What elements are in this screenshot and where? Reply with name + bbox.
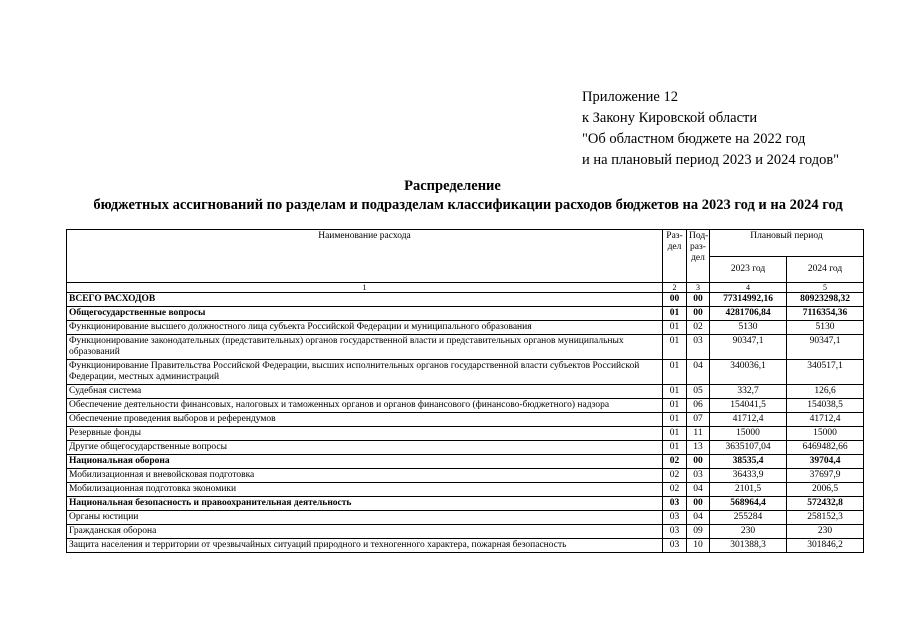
row-razdel: 01 [663, 360, 687, 385]
row-podrazdel: 04 [687, 483, 710, 497]
table-row [67, 427, 864, 441]
row-razdel: 01 [663, 335, 687, 360]
row-value-2023: 332,7 [710, 385, 787, 399]
row-razdel: 02 [663, 483, 687, 497]
row-value-2023: 255284 [710, 511, 787, 525]
row-value-2024: 90347,1 [787, 335, 864, 360]
header-period: Плановый период [710, 230, 864, 257]
row-value-2023: 3635107,04 [710, 441, 787, 455]
row-name: Функционирование высшего должностного лица субъекта Российской Федерации и муниципального образования [67, 321, 663, 335]
row-podrazdel: 06 [687, 399, 710, 413]
row-razdel: 03 [663, 525, 687, 539]
row-podrazdel: 05 [687, 385, 710, 399]
row-value-2024: 80923298,32 [787, 293, 864, 307]
document-subtitle: бюджетных ассигнований по разделам и подразделам классификации расходов бюджетов на 2023 год и на 2024 год [93, 197, 843, 213]
header-name: Наименование расхода [67, 230, 663, 283]
table-row [67, 307, 864, 321]
table-row [67, 385, 864, 399]
row-value-2024: 258152,3 [787, 511, 864, 525]
table-row [67, 511, 864, 525]
row-value-2024: 37697,9 [787, 469, 864, 483]
row-podrazdel: 00 [687, 307, 710, 321]
row-name: Другие общегосударственные вопросы [67, 441, 663, 455]
row-value-2024: 126,6 [787, 385, 864, 399]
table-row [67, 455, 864, 469]
row-value-2023: 340036,1 [710, 360, 787, 385]
row-razdel: 01 [663, 385, 687, 399]
row-value-2024: 41712,4 [787, 413, 864, 427]
row-value-2024: 572432,8 [787, 497, 864, 511]
row-name: Функционирование законодательных (представительных) органов государственной власти и представительных органов муниципальных образований [67, 335, 663, 360]
row-razdel: 01 [663, 427, 687, 441]
row-name: Гражданская оборона [67, 525, 663, 539]
row-value-2023: 301388,3 [710, 539, 787, 553]
row-podrazdel: 04 [687, 360, 710, 385]
appendix-block [582, 87, 839, 171]
row-value-2023: 15000 [710, 427, 787, 441]
appendix-line: Приложение 12 [582, 89, 678, 105]
header-2023: 2023 год [710, 256, 787, 283]
row-name: Мобилизационная и вневойсковая подготовка [67, 469, 663, 483]
row-value-2024: 5130 [787, 321, 864, 335]
row-value-2023: 4281706,84 [710, 307, 787, 321]
row-value-2024: 7116354,36 [787, 307, 864, 321]
row-name: Мобилизационная подготовка экономики [67, 483, 663, 497]
table-body [67, 293, 864, 553]
row-podrazdel: 00 [687, 293, 710, 307]
row-razdel: 01 [663, 399, 687, 413]
table-row [67, 360, 864, 385]
row-value-2024: 2006,5 [787, 483, 864, 497]
row-value-2024: 230 [787, 525, 864, 539]
row-name: Функционирование Правительства Российской Федерации, высших исполнительных органов государственной власти субъектов Российской Федерации, местных администраций [67, 360, 663, 385]
row-razdel: 02 [663, 455, 687, 469]
row-name: Национальная оборона [67, 455, 663, 469]
row-razdel: 01 [663, 441, 687, 455]
row-value-2023: 36433,9 [710, 469, 787, 483]
table-row [67, 321, 864, 335]
column-index: 5 [787, 283, 864, 293]
row-value-2023: 2101,5 [710, 483, 787, 497]
row-name: Обеспечение деятельности финансовых, налоговых и таможенных органов и органов финансового (финансово-бюджетного) надзора [67, 399, 663, 413]
row-podrazdel: 00 [687, 497, 710, 511]
row-value-2024: 340517,1 [787, 360, 864, 385]
row-podrazdel: 13 [687, 441, 710, 455]
row-razdel: 01 [663, 307, 687, 321]
appendix-line: к Закону Кировской области [582, 110, 758, 126]
table-row [67, 525, 864, 539]
header-razdel: Раз-дел [663, 230, 687, 283]
table-row [67, 399, 864, 413]
table-row [67, 539, 864, 553]
row-name: Резервные фонды [67, 427, 663, 441]
row-name: Защита населения и территории от чрезвычайных ситуаций природного и техногенного характера, пожарная безопасность [67, 539, 663, 553]
table-row [67, 483, 864, 497]
row-name: Обеспечение проведения выборов и референдумов [67, 413, 663, 427]
row-value-2023: 568964,4 [710, 497, 787, 511]
appendix-line: "Об областном бюджете на 2022 год [582, 131, 806, 147]
row-name: Общегосударственные вопросы [67, 307, 663, 321]
column-index: 2 [663, 283, 687, 293]
header-2024: 2024 год [787, 256, 864, 283]
row-value-2024: 154038,5 [787, 399, 864, 413]
row-name: Национальная безопасность и правоохранительная деятельность [67, 497, 663, 511]
row-value-2023: 5130 [710, 321, 787, 335]
column-index: 1 [67, 283, 663, 293]
row-value-2023: 38535,4 [710, 455, 787, 469]
row-podrazdel: 03 [687, 335, 710, 360]
row-value-2024: 39704,4 [787, 455, 864, 469]
row-podrazdel: 02 [687, 321, 710, 335]
row-value-2023: 230 [710, 525, 787, 539]
row-podrazdel: 11 [687, 427, 710, 441]
column-index: 4 [710, 283, 787, 293]
table-row [67, 293, 864, 307]
table-row [67, 441, 864, 455]
row-value-2023: 41712,4 [710, 413, 787, 427]
row-razdel: 01 [663, 413, 687, 427]
row-value-2024: 6469482,66 [787, 441, 864, 455]
table-row [67, 497, 864, 511]
document-title: Распределение [404, 178, 501, 194]
column-index: 3 [687, 283, 710, 293]
budget-table [66, 229, 864, 553]
row-podrazdel: 00 [687, 455, 710, 469]
row-name: Судебная система [67, 385, 663, 399]
row-value-2023: 77314992,16 [710, 293, 787, 307]
row-value-2023: 90347,1 [710, 335, 787, 360]
table-row [67, 469, 864, 483]
row-podrazdel: 09 [687, 525, 710, 539]
row-razdel: 00 [663, 293, 687, 307]
row-name: ВСЕГО РАСХОДОВ [67, 293, 663, 307]
table-row [67, 335, 864, 360]
row-podrazdel: 04 [687, 511, 710, 525]
row-podrazdel: 10 [687, 539, 710, 553]
row-value-2024: 15000 [787, 427, 864, 441]
row-razdel: 01 [663, 321, 687, 335]
row-razdel: 03 [663, 539, 687, 553]
table-row [67, 413, 864, 427]
row-podrazdel: 07 [687, 413, 710, 427]
row-razdel: 03 [663, 511, 687, 525]
row-razdel: 02 [663, 469, 687, 483]
appendix-line: и на плановый период 2023 и 2024 годов" [582, 152, 840, 168]
row-podrazdel: 03 [687, 469, 710, 483]
row-name: Органы юстиции [67, 511, 663, 525]
row-value-2024: 301846,2 [787, 539, 864, 553]
row-razdel: 03 [663, 497, 687, 511]
row-value-2023: 154041,5 [710, 399, 787, 413]
header-podrazdel: Под-раз-дел [687, 230, 710, 283]
